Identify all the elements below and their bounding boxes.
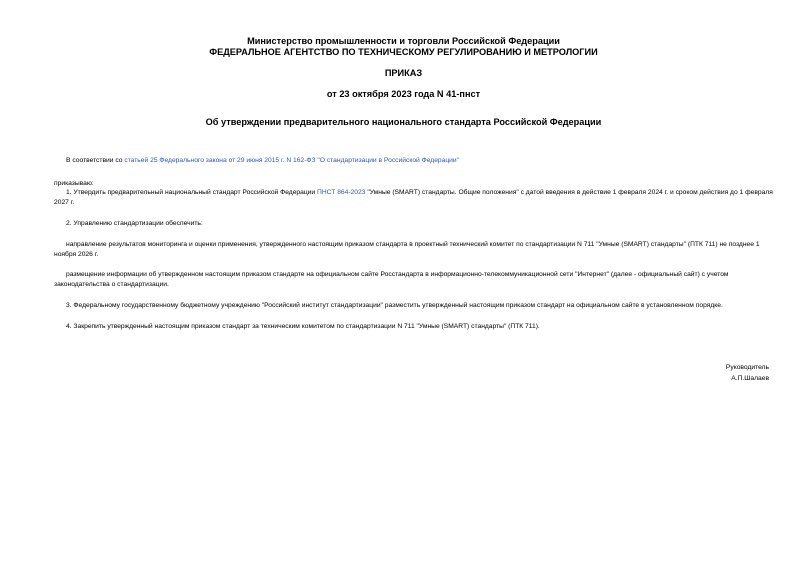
item1-prefix: 1. Утвердить предварительный национальный стандарт Российской Федерации (66, 189, 318, 196)
order-item-3: 3. Федеральному государственному бюджетному учреждению "Российский институт стандартизации" разместить утвержденный настоящим приказом стандарт на официальном сайте в установленном порядке. (66, 302, 723, 309)
order-item-2: 2. Управлению стандартизации обеспечить: (66, 220, 203, 227)
document-type: ПРИКАЗ (384, 68, 423, 78)
order-item-2b: размещение информации об утвержденном настоящим приказом стандарте на официальном сайте Росстандарта в информационно-телекоммуникационной сети "Интернет" (далее - официальный сайт) с учетом законодательства о стандартизации. (54, 271, 729, 288)
federal-law-link[interactable]: статьей 25 Федерального закона от 29 июня 2015 г. N 162-ФЗ "О стандартизации в Российской Федерации" (124, 157, 460, 164)
item1-suffix: "Умные (SMART) стандарты. Общие положения" с датой введения в действие 1 февраля 2024 г. и сроком действия до 1 февраля 2027 г. (54, 189, 773, 206)
signatory-name: А.П.Шалаев (731, 375, 769, 382)
order-word: приказываю: (54, 180, 94, 187)
order-item-4: 4. Закрепить утвержденный настоящим приказом стандарт за техническим комитетом по стандартизации N 711 "Умные (SMART) стандарты" (ПТК 711). (66, 323, 540, 330)
agency-name: ФЕДЕРАЛЬНОЕ АГЕНТСТВО ПО ТЕХНИЧЕСКОМУ РЕГУЛИРОВАНИЮ И МЕТРОЛОГИИ (209, 47, 598, 57)
document-subject: Об утверждении предварительного национального стандарта Российской Федерации (205, 117, 602, 127)
basis-paragraph (54, 156, 774, 166)
document-date-number: от 23 октября 2023 года N 41-пнст (326, 89, 481, 99)
basis-prefix: В соответствии со (66, 157, 125, 164)
standard-link[interactable]: ПНСТ 864-2023 (317, 189, 366, 196)
order-item-2a: направление результатов мониторинга и оценки применения, утвержденного настоящим приказом стандарта в проектный технический комитет по стандартизации N 711 "Умные (SMART) стандарты" (ПТК 711) не позднее 1 ноября 2026 г. (54, 241, 760, 258)
signatory-title: Руководитель (725, 364, 769, 371)
ministry-name: Министерство промышленности и торговли Российской Федерации (247, 36, 560, 46)
order-item-1 (54, 188, 774, 207)
